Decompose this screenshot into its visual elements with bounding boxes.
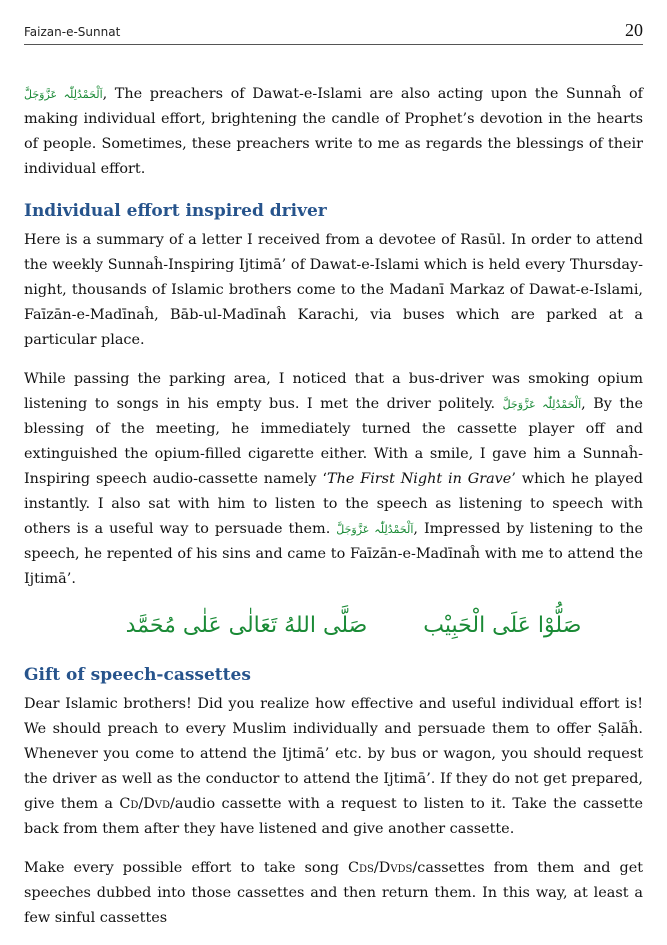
song-cassettes-text-2: /cassettes from them and get speeches dubbed into those cassettes and then return them. In this way, at least a few sinful cassettes: [24, 860, 644, 926]
speech-title: The First Night in Grave: [326, 471, 512, 487]
page-header: [24, 14, 643, 45]
paragraph-letter-summary: Here is a summary of a letter I received from a devotee of Rasūl. In order to attend the weekly Sunnaĥ-Inspiring Ijtimā’ of Dawat-e-Islami which is held every Thursday-night, thousands of Islamic brothers come to the Madanī Markaz of Dawat-e-Islami, Faīzān-e-Madīnaĥ, Bāb-ul-Madīnaĥ Karachi, via buses which are parked at a particular place.: [24, 232, 643, 348]
individual-effort-text-1: Dear Islamic brothers! Did you realize how effective and useful individual effort is! We should preach to every Muslim individually and persuade them to offer Ṣalāĥ. Whenever you come to attend the Ijtimā’ etc. by bus or wagon, you should request the driver as well as the conductor to attend the Ijtimā’. If they do not get prepared, give them a: [24, 696, 643, 812]
cd-abbrev: Cd: [119, 796, 139, 812]
bus-driver-text-2: , By the blessing of the meeting, he immediately turned the cassette player off and extinguished the opium-filled cigarette either. With a smile, I gave him a Sunnaĥ-Inspiring speech audio-cassette namely ‘: [24, 396, 643, 487]
song-cassettes-text-1: Make every possible effort to take song: [24, 860, 349, 876]
section-heading-cassettes: Gift of speech-cassettes: [24, 665, 251, 685]
salawat-invitation: صَلُّوْا عَلَى الْحَبِيْب: [423, 613, 582, 638]
alhamdulillah-calligraphy: اَلْحَمْدُلِلّٰہ عَزَّوَجَلَّ: [24, 88, 103, 101]
section-heading-driver: Individual effort inspired driver: [24, 201, 327, 221]
paragraph-intro: [24, 82, 643, 182]
salawat-line: [24, 606, 643, 646]
bus-driver-text-4: , Impressed by listening to the speech, he repented of his sins and came to Faīzān-e-Madīnaĥ with me to attend the Ijtimā’.: [24, 521, 644, 587]
cds-abbrev: Cds: [348, 860, 374, 876]
dvd-abbrev: Dvd: [143, 796, 170, 812]
individual-effort-text-2: /audio cassette with a request to listen to it. Take the cassette back from them after they have listened and give another cassette.: [24, 796, 643, 837]
salawat-response: صَلَّى اللهُ تَعَالٰى عَلٰى مُحَمَّد: [125, 613, 368, 638]
paragraph-individual-effort: [24, 692, 643, 842]
paragraph-bus-driver: [24, 367, 643, 592]
paragraph-song-cassettes: [24, 856, 643, 931]
page-content: [24, 82, 643, 945]
page-number: 20: [625, 20, 643, 40]
running-title: Faizan-e-Sunnat: [24, 25, 121, 39]
bus-driver-text-1: While passing the parking area, I noticed that a bus-driver was smoking opium listening to songs in his empty bus. I met the driver politely.: [24, 371, 643, 412]
alhamdulillah-calligraphy: اَلْحَمْدُلِلّٰہ عَزَّوَجَلَّ: [502, 398, 582, 411]
dvds-abbrev: Dvds: [378, 860, 413, 876]
alhamdulillah-calligraphy: اَلْحَمْدُلِلّٰہ عَزَّوَجَلَّ: [336, 523, 414, 536]
paragraph-intro-text: , The preachers of Dawat-e-Islami are also acting upon the Sunnaĥ of making individual effort, brightening the candle of Prophet’s devotion in the hearts of people. Sometimes, these preachers write to me as regards the blessings of their individual effort.: [24, 86, 643, 177]
slash: /: [373, 860, 379, 876]
slash: /: [138, 796, 144, 812]
bus-driver-text-3: ’ which he played instantly. I also sat with him to listen to the speech as listening to speech with others is a useful way to persuade them.: [24, 471, 643, 537]
